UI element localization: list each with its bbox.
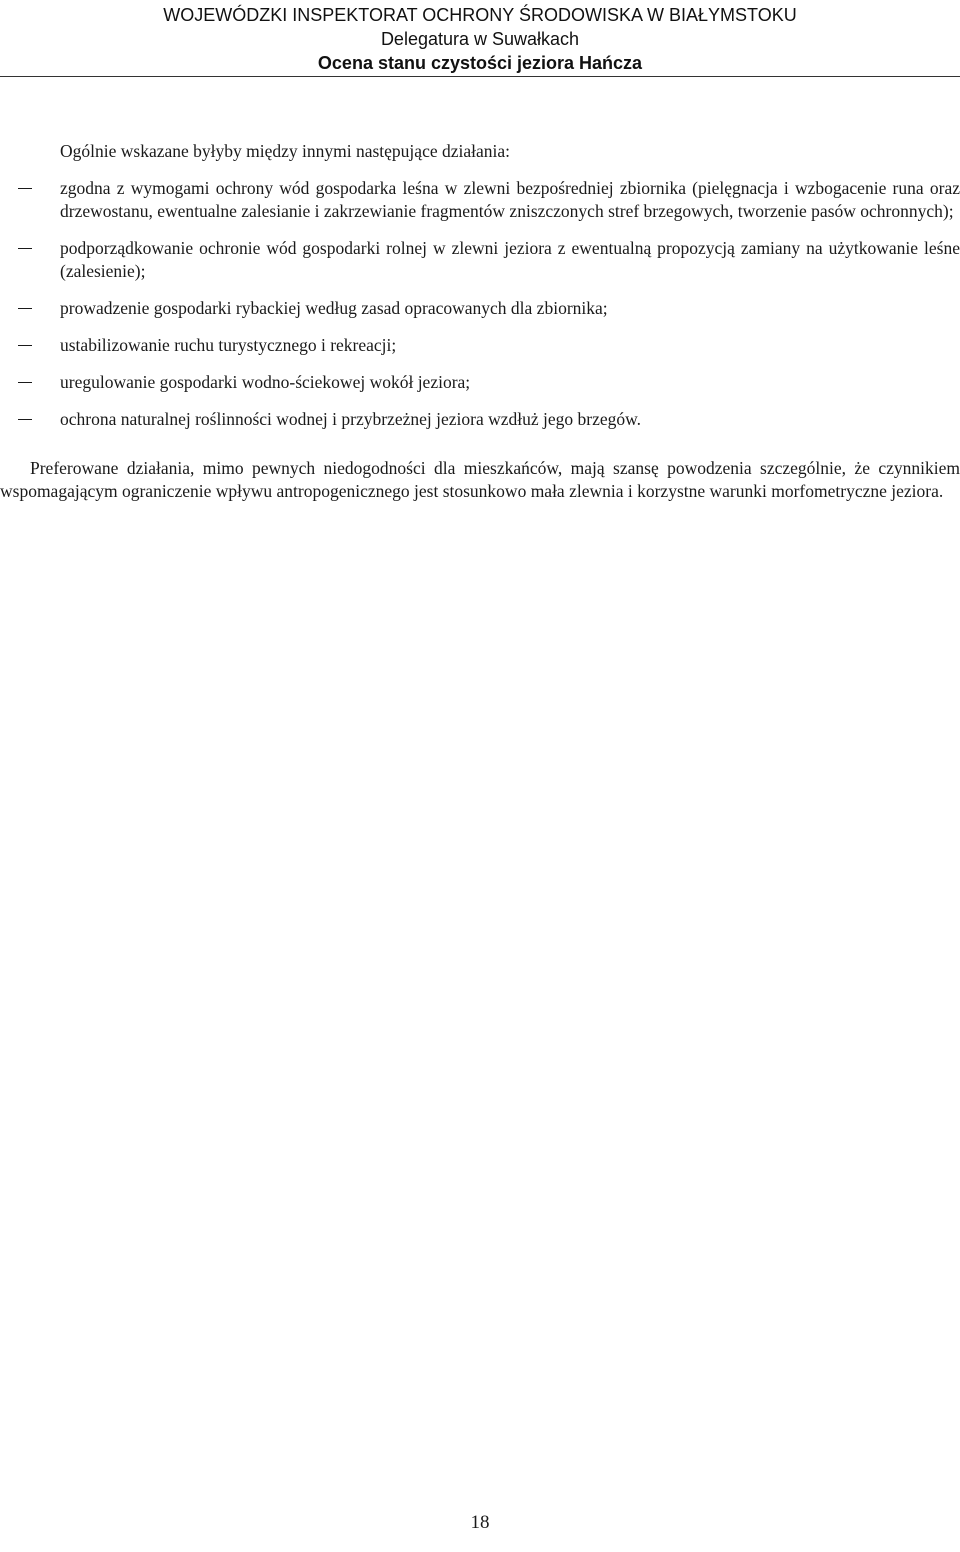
dash-bullet-icon (18, 188, 32, 189)
list-item (0, 177, 960, 223)
list-item (0, 297, 960, 320)
list-item (0, 371, 960, 394)
page-header (0, 0, 960, 75)
intro-paragraph: Ogólnie wskazane byłyby między innymi następujące działania: (60, 141, 510, 161)
page-number: 18 (470, 1512, 490, 1533)
list-item-text: podporządkowanie ochronie wód gospodarki rolnej w zlewni jeziora z ewentualną propozycją zamiany na użytkowanie leśne (zalesienie); (60, 238, 960, 281)
list-item-text: ochrona naturalnej roślinności wodnej i przybrzeżnej jeziora wzdłuż jego brzegów. (60, 409, 641, 429)
list-item (0, 334, 960, 357)
action-list (0, 177, 960, 431)
closing-paragraph: Preferowane działania, mimo pewnych niedogodności dla mieszkańców, mają szansę powodzenia szczególnie, że czynnikiem wspomagającym ograniczenie wpływu antropogenicznego jest stosunkowo mała zlewnia i korzystne warunki morfometryczne jeziora. (0, 458, 960, 501)
institution-name: WOJEWÓDZKI INSPEKTORAT OCHRONY ŚRODOWISKA W BIAŁYMSTOKU (163, 5, 797, 25)
list-item (0, 237, 960, 283)
dash-bullet-icon (18, 382, 32, 383)
dash-bullet-icon (18, 308, 32, 309)
branch-name: Delegatura w Suwałkach (380, 29, 580, 49)
dash-bullet-icon (18, 248, 32, 249)
dash-bullet-icon (18, 419, 32, 420)
list-item-text: prowadzenie gospodarki rybackiej według zasad opracowanych dla zbiornika; (60, 298, 608, 318)
header-divider (0, 76, 960, 77)
list-item-text: zgodna z wymogami ochrony wód gospodarka leśna w zlewni bezpośredniej zbiornika (pielęgnacja i wzbogacenie runa oraz drzewostanu, ewentualne zalesianie i zakrzewianie fragmentów zniszczonych stref brzegowych, tworzenie pasów ochronnych); (60, 178, 960, 221)
list-item-text: uregulowanie gospodarki wodno-ściekowej wokół jeziora; (60, 372, 471, 392)
list-item-text: ustabilizowanie ruchu turystycznego i rekreacji; (60, 335, 397, 355)
dash-bullet-icon (18, 345, 32, 346)
report-title: Ocena stanu czystości jeziora Hańcza (317, 53, 643, 73)
document-body (0, 140, 960, 503)
list-item (0, 408, 960, 431)
